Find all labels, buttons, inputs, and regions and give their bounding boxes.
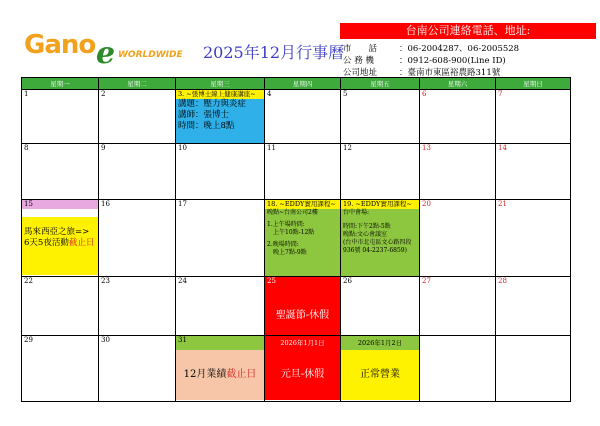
- calendar-table: [21, 77, 571, 402]
- day-number: 11: [267, 144, 276, 152]
- page-title: 2025年12月行事曆: [203, 43, 345, 62]
- day-cell: [496, 200, 571, 277]
- event-header: [341, 200, 419, 209]
- day-cell: [496, 144, 571, 200]
- day-cell: [176, 277, 265, 336]
- day-number: 20: [422, 200, 431, 208]
- weekday-sat: 星期六: [420, 78, 496, 90]
- event-body: [22, 217, 98, 275]
- next-month-date: 2026年1月2日: [341, 336, 419, 350]
- day-cell: [341, 90, 420, 144]
- event-line: 1.上午場時間:: [267, 221, 305, 228]
- weekday-thu: 星期四: [265, 78, 341, 90]
- day-cell: [265, 90, 341, 144]
- day-cell-holiday: [265, 336, 341, 402]
- day-cell: [420, 277, 496, 336]
- day-cell-event: [176, 90, 265, 144]
- day-number: 17: [178, 200, 187, 208]
- event-line: 馬來西亞之旅=>: [24, 227, 90, 237]
- event-body: [265, 209, 340, 276]
- day-number: 27: [422, 277, 431, 285]
- day-number: 26: [343, 277, 352, 285]
- day-number: 18.: [267, 200, 278, 208]
- phone-label: 市 話: [343, 44, 378, 54]
- event-line: 晚點~台南公司2樓: [267, 209, 318, 216]
- event-body: [176, 99, 264, 143]
- day-cell: [496, 336, 571, 402]
- address-label: 公司地址: [343, 68, 378, 78]
- day-number: 5: [343, 90, 348, 98]
- day-number: 29: [24, 336, 33, 344]
- contact-phone: [343, 42, 519, 54]
- weekday-mon: 星期一: [22, 78, 99, 90]
- event-header: [265, 200, 340, 209]
- day-number: 10: [178, 144, 187, 152]
- day-number: 2: [101, 90, 106, 98]
- day-cell-event: [341, 336, 420, 402]
- weekday-wed: 星期三: [176, 78, 265, 90]
- day-number: 13: [422, 144, 431, 152]
- day-cell-event: [176, 336, 265, 402]
- week-row: [22, 200, 571, 277]
- day-cell: [176, 144, 265, 200]
- day-number: 14: [498, 144, 507, 152]
- day-number: 1: [24, 90, 29, 98]
- day-number: 6: [422, 90, 427, 98]
- day-number: 21: [498, 200, 507, 208]
- day-cell: [420, 336, 496, 402]
- day-cell: [99, 277, 176, 336]
- day-cell: [22, 336, 99, 402]
- event-line: 晚點:文心會議室: [343, 231, 388, 238]
- event-line: 時間：晚上8點: [178, 121, 235, 131]
- day-cell: [496, 277, 571, 336]
- event-text: 6天5夜活動: [24, 238, 69, 248]
- day-number: 22: [24, 277, 33, 285]
- day-number: 30: [101, 336, 110, 344]
- event-header: [176, 90, 264, 99]
- event-body: [176, 350, 264, 400]
- business-label: 正常營業: [341, 350, 419, 400]
- phone-value: ：06-2004287、06-2005528: [399, 44, 520, 54]
- event-title: ~EDDY實用課程~: [355, 200, 412, 208]
- day-cell: [496, 90, 571, 144]
- day-number: 28: [498, 277, 507, 285]
- day-number: 16: [101, 200, 110, 208]
- event-body: [341, 209, 419, 276]
- mobile-label: 公 務 機: [343, 56, 374, 66]
- day-number: 15: [22, 200, 98, 209]
- next-month-date: 2026年1月1日: [265, 336, 340, 350]
- day-cell: [22, 90, 99, 144]
- day-cell-event: [22, 200, 99, 277]
- event-header: [176, 336, 264, 350]
- weekday-fri: 星期五: [341, 78, 420, 90]
- day-cell: [341, 144, 420, 200]
- day-cell: [420, 90, 496, 144]
- day-cell-event: [341, 200, 420, 277]
- logo-brand: Gano: [24, 30, 96, 60]
- day-cell-holiday: [265, 277, 341, 336]
- day-number: 4: [267, 90, 272, 98]
- day-cell: [420, 200, 496, 277]
- event-title: ~張博士線上健康講座~: [186, 90, 256, 98]
- event-deadline: 截止日: [226, 369, 257, 380]
- event-deadline: 截止日: [68, 238, 95, 248]
- day-number: 24: [178, 277, 187, 285]
- week-row: [22, 277, 571, 336]
- weekday-sun: 星期日: [496, 78, 571, 90]
- day-cell: [99, 336, 176, 402]
- holiday-label: 元旦-休假: [265, 350, 340, 400]
- day-number: 3.: [178, 90, 185, 98]
- day-number: 12: [343, 144, 352, 152]
- event-title: ~EDDY實用課程~: [279, 200, 336, 208]
- week-row: [22, 336, 571, 402]
- day-cell: [99, 144, 176, 200]
- logo-mark: e: [96, 36, 116, 71]
- day-number: 9: [101, 144, 106, 152]
- event-line: 講師：張博士: [178, 110, 230, 120]
- day-cell: [99, 200, 176, 277]
- weekday-header-row: [22, 78, 571, 90]
- day-cell: [341, 277, 420, 336]
- event-line: 2.晚場時間:: [267, 241, 299, 248]
- day-cell: [22, 277, 99, 336]
- mobile-value: ：0912-608-900(Line ID): [399, 56, 506, 66]
- holiday-label: 聖誕節-休假: [275, 310, 330, 321]
- day-number: 25: [267, 277, 276, 285]
- event-line: 時間:下午2點-5點: [343, 223, 391, 230]
- week-row: [22, 144, 571, 200]
- day-number: 19.: [343, 200, 354, 208]
- day-number: 7: [498, 90, 503, 98]
- contact-mobile: [343, 54, 506, 66]
- contact-heading: 台南公司連絡電話、地址:: [340, 23, 596, 39]
- calendar-grid: [21, 77, 570, 402]
- event-text: 12月業績: [183, 369, 227, 380]
- day-cell: [176, 200, 265, 277]
- week-row: [22, 90, 571, 144]
- event-line: 講題：壓力與炎症: [178, 99, 247, 109]
- event-line: [22, 238, 98, 249]
- event-line: 上午10點-12點: [273, 229, 315, 236]
- day-cell: [265, 144, 341, 200]
- day-number: 23: [101, 277, 110, 285]
- day-cell: [420, 144, 496, 200]
- day-number: 31: [178, 336, 187, 344]
- event-line: 台中會場:: [343, 209, 370, 216]
- day-cell-event: [265, 200, 341, 277]
- address-value: ：臺南市東區裕農路311號: [399, 68, 501, 78]
- day-cell: [99, 90, 176, 144]
- weekday-tue: 星期二: [99, 78, 176, 90]
- day-number: 8: [24, 144, 29, 152]
- event-line: (台中市北屯區文心路四段936號 04-2237-6859): [343, 239, 412, 254]
- day-cell: [22, 144, 99, 200]
- logo-sub: WORLDWIDE: [118, 50, 183, 60]
- event-line: 晚上7點-9點: [273, 249, 307, 256]
